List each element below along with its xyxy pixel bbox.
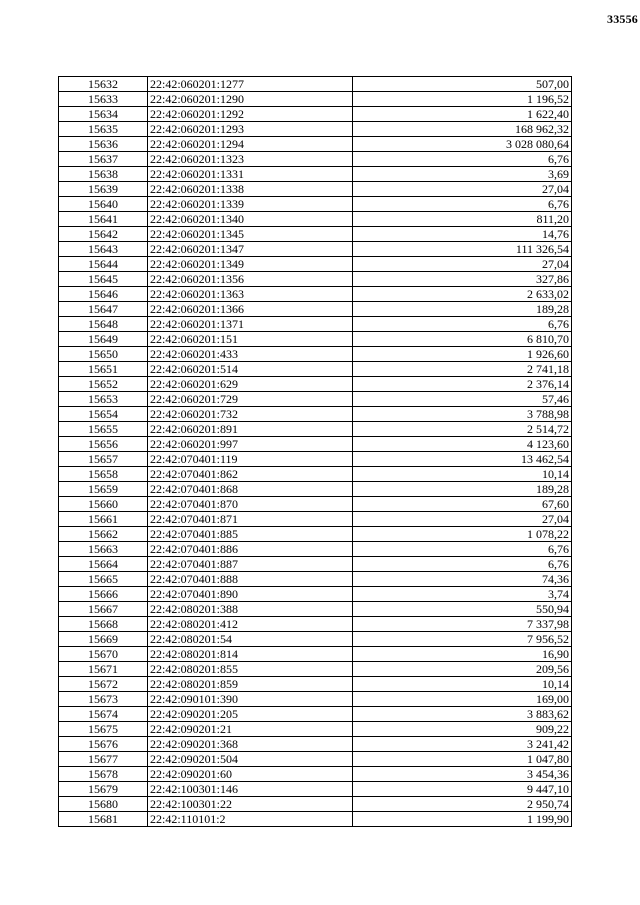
cadastral-number-cell: 22:42:060201:1363 — [148, 287, 353, 302]
table-row — [59, 137, 572, 152]
amount-cell: 3 454,36 — [353, 767, 572, 782]
cadastral-number-cell: 22:42:060201:151 — [148, 332, 353, 347]
row-number-cell: 15647 — [59, 302, 148, 317]
cadastral-number-cell: 22:42:060201:1293 — [148, 122, 353, 137]
amount-cell: 2 376,14 — [353, 377, 572, 392]
row-number-cell: 15646 — [59, 287, 148, 302]
row-number-cell: 15652 — [59, 377, 148, 392]
cadastral-number-cell: 22:42:090201:368 — [148, 737, 353, 752]
amount-cell: 209,56 — [353, 662, 572, 677]
cadastral-number-cell: 22:42:060201:732 — [148, 407, 353, 422]
cadastral-number-cell: 22:42:060201:1356 — [148, 272, 353, 287]
amount-cell: 507,00 — [353, 77, 572, 92]
page-number: 33556 — [607, 12, 638, 26]
table-row — [59, 92, 572, 107]
row-number-cell: 15663 — [59, 542, 148, 557]
amount-cell: 2 514,72 — [353, 422, 572, 437]
amount-cell: 550,94 — [353, 602, 572, 617]
table-row — [59, 257, 572, 272]
table-row — [59, 332, 572, 347]
amount-cell: 27,04 — [353, 182, 572, 197]
row-number-cell: 15641 — [59, 212, 148, 227]
table-row — [59, 212, 572, 227]
amount-cell: 27,04 — [353, 512, 572, 527]
cadastral-number-cell: 22:42:080201:412 — [148, 617, 353, 632]
amount-cell: 1 078,22 — [353, 527, 572, 542]
amount-cell: 811,20 — [353, 212, 572, 227]
amount-cell: 1 196,52 — [353, 92, 572, 107]
table-row — [59, 317, 572, 332]
table-row — [59, 302, 572, 317]
cadastral-number-cell: 22:42:060201:729 — [148, 392, 353, 407]
row-number-cell: 15681 — [59, 812, 148, 827]
table-row — [59, 227, 572, 242]
cadastral-number-cell: 22:42:080201:54 — [148, 632, 353, 647]
cadastral-number-cell: 22:42:070401:886 — [148, 542, 353, 557]
row-number-cell: 15665 — [59, 572, 148, 587]
table-row — [59, 677, 572, 692]
amount-cell: 6,76 — [353, 152, 572, 167]
cadastral-number-cell: 22:42:090201:504 — [148, 752, 353, 767]
amount-cell: 1 622,40 — [353, 107, 572, 122]
cadastral-number-cell: 22:42:060201:433 — [148, 347, 353, 362]
cadastral-number-cell: 22:42:090201:205 — [148, 707, 353, 722]
table-row — [59, 797, 572, 812]
cadastral-number-cell: 22:42:060201:1294 — [148, 137, 353, 152]
cadastral-number-cell: 22:42:060201:1338 — [148, 182, 353, 197]
row-number-cell: 15644 — [59, 257, 148, 272]
row-number-cell: 15658 — [59, 467, 148, 482]
amount-cell: 6 810,70 — [353, 332, 572, 347]
amount-cell: 909,22 — [353, 722, 572, 737]
row-number-cell: 15635 — [59, 122, 148, 137]
cadastral-number-cell: 22:42:060201:1371 — [148, 317, 353, 332]
row-number-cell: 15638 — [59, 167, 148, 182]
cadastral-number-cell: 22:42:110101:2 — [148, 812, 353, 827]
cadastral-number-cell: 22:42:060201:1345 — [148, 227, 353, 242]
row-number-cell: 15659 — [59, 482, 148, 497]
row-number-cell: 15671 — [59, 662, 148, 677]
table-row — [59, 752, 572, 767]
cadastral-number-cell: 22:42:100301:146 — [148, 782, 353, 797]
row-number-cell: 15653 — [59, 392, 148, 407]
cadastral-number-cell: 22:42:070401:868 — [148, 482, 353, 497]
row-number-cell: 15672 — [59, 677, 148, 692]
cadastral-number-cell: 22:42:080201:859 — [148, 677, 353, 692]
row-number-cell: 15661 — [59, 512, 148, 527]
cadastral-number-cell: 22:42:090201:21 — [148, 722, 353, 737]
amount-cell: 6,76 — [353, 197, 572, 212]
row-number-cell: 15676 — [59, 737, 148, 752]
row-number-cell: 15668 — [59, 617, 148, 632]
row-number-cell: 15655 — [59, 422, 148, 437]
table-row — [59, 527, 572, 542]
data-table — [58, 76, 572, 827]
amount-cell: 3 788,98 — [353, 407, 572, 422]
amount-cell: 6,76 — [353, 542, 572, 557]
amount-cell: 327,86 — [353, 272, 572, 287]
amount-cell: 14,76 — [353, 227, 572, 242]
table-row — [59, 167, 572, 182]
row-number-cell: 15637 — [59, 152, 148, 167]
amount-cell: 6,76 — [353, 317, 572, 332]
table-row — [59, 572, 572, 587]
table-body — [59, 77, 572, 827]
amount-cell: 3 241,42 — [353, 737, 572, 752]
amount-cell: 189,28 — [353, 482, 572, 497]
cadastral-number-cell: 22:42:060201:1331 — [148, 167, 353, 182]
table-row — [59, 272, 572, 287]
cadastral-number-cell: 22:42:070401:862 — [148, 467, 353, 482]
table-row — [59, 362, 572, 377]
row-number-cell: 15680 — [59, 797, 148, 812]
row-number-cell: 15667 — [59, 602, 148, 617]
table-row — [59, 482, 572, 497]
table-row — [59, 347, 572, 362]
table-row — [59, 407, 572, 422]
table-row — [59, 542, 572, 557]
cadastral-number-cell: 22:42:060201:514 — [148, 362, 353, 377]
amount-cell: 10,14 — [353, 677, 572, 692]
table-row — [59, 77, 572, 92]
table-row — [59, 602, 572, 617]
cadastral-number-cell: 22:42:060201:1290 — [148, 92, 353, 107]
table-row — [59, 587, 572, 602]
amount-cell: 7 337,98 — [353, 617, 572, 632]
row-number-cell: 15654 — [59, 407, 148, 422]
amount-cell: 57,46 — [353, 392, 572, 407]
amount-cell: 1 926,60 — [353, 347, 572, 362]
table-row — [59, 122, 572, 137]
table-row — [59, 512, 572, 527]
cadastral-number-cell: 22:42:090101:390 — [148, 692, 353, 707]
row-number-cell: 15677 — [59, 752, 148, 767]
amount-cell: 10,14 — [353, 467, 572, 482]
amount-cell: 27,04 — [353, 257, 572, 272]
row-number-cell: 15656 — [59, 437, 148, 452]
amount-cell: 169,00 — [353, 692, 572, 707]
table-row — [59, 662, 572, 677]
table-row — [59, 392, 572, 407]
amount-cell: 2 633,02 — [353, 287, 572, 302]
table-row — [59, 722, 572, 737]
table-row — [59, 152, 572, 167]
row-number-cell: 15662 — [59, 527, 148, 542]
table-row — [59, 692, 572, 707]
row-number-cell: 15673 — [59, 692, 148, 707]
row-number-cell: 15648 — [59, 317, 148, 332]
amount-cell: 111 326,54 — [353, 242, 572, 257]
row-number-cell: 15634 — [59, 107, 148, 122]
table-row — [59, 767, 572, 782]
table-row — [59, 647, 572, 662]
amount-cell: 16,90 — [353, 647, 572, 662]
amount-cell: 1 199,90 — [353, 812, 572, 827]
table-row — [59, 452, 572, 467]
table-row — [59, 497, 572, 512]
table-row — [59, 467, 572, 482]
table-row — [59, 812, 572, 827]
row-number-cell: 15636 — [59, 137, 148, 152]
amount-cell: 189,28 — [353, 302, 572, 317]
row-number-cell: 15632 — [59, 77, 148, 92]
amount-cell: 1 047,80 — [353, 752, 572, 767]
amount-cell: 3,74 — [353, 587, 572, 602]
row-number-cell: 15660 — [59, 497, 148, 512]
row-number-cell: 15642 — [59, 227, 148, 242]
cadastral-number-cell: 22:42:070401:887 — [148, 557, 353, 572]
cadastral-number-cell: 22:42:060201:629 — [148, 377, 353, 392]
amount-cell: 4 123,60 — [353, 437, 572, 452]
table-row — [59, 422, 572, 437]
cadastral-number-cell: 22:42:060201:1349 — [148, 257, 353, 272]
table-row — [59, 107, 572, 122]
row-number-cell: 15675 — [59, 722, 148, 737]
amount-cell: 13 462,54 — [353, 452, 572, 467]
cadastral-number-cell: 22:42:080201:814 — [148, 647, 353, 662]
cadastral-number-cell: 22:42:060201:891 — [148, 422, 353, 437]
cadastral-number-cell: 22:42:060201:1340 — [148, 212, 353, 227]
amount-cell: 3 883,62 — [353, 707, 572, 722]
cadastral-number-cell: 22:42:100301:22 — [148, 797, 353, 812]
table-row — [59, 617, 572, 632]
cadastral-number-cell: 22:42:060201:997 — [148, 437, 353, 452]
row-number-cell: 15657 — [59, 452, 148, 467]
amount-cell: 3,69 — [353, 167, 572, 182]
table-row — [59, 737, 572, 752]
cadastral-number-cell: 22:42:090201:60 — [148, 767, 353, 782]
table-row — [59, 182, 572, 197]
row-number-cell: 15640 — [59, 197, 148, 212]
row-number-cell: 15664 — [59, 557, 148, 572]
cadastral-number-cell: 22:42:070401:885 — [148, 527, 353, 542]
amount-cell: 6,76 — [353, 557, 572, 572]
cadastral-number-cell: 22:42:060201:1366 — [148, 302, 353, 317]
cadastral-number-cell: 22:42:080201:855 — [148, 662, 353, 677]
cadastral-number-cell: 22:42:070401:119 — [148, 452, 353, 467]
cadastral-number-cell: 22:42:060201:1347 — [148, 242, 353, 257]
table-row — [59, 287, 572, 302]
row-number-cell: 15679 — [59, 782, 148, 797]
row-number-cell: 15633 — [59, 92, 148, 107]
table-row — [59, 557, 572, 572]
cadastral-number-cell: 22:42:070401:871 — [148, 512, 353, 527]
row-number-cell: 15645 — [59, 272, 148, 287]
cadastral-number-cell: 22:42:060201:1339 — [148, 197, 353, 212]
table-row — [59, 377, 572, 392]
cadastral-number-cell: 22:42:060201:1277 — [148, 77, 353, 92]
row-number-cell: 15650 — [59, 347, 148, 362]
row-number-cell: 15670 — [59, 647, 148, 662]
table-row — [59, 632, 572, 647]
cadastral-number-cell: 22:42:070401:888 — [148, 572, 353, 587]
amount-cell: 2 950,74 — [353, 797, 572, 812]
row-number-cell: 15674 — [59, 707, 148, 722]
table-row — [59, 707, 572, 722]
amount-cell: 9 447,10 — [353, 782, 572, 797]
row-number-cell: 15651 — [59, 362, 148, 377]
amount-cell: 2 741,18 — [353, 362, 572, 377]
table-row — [59, 782, 572, 797]
cadastral-number-cell: 22:42:070401:870 — [148, 497, 353, 512]
row-number-cell: 15649 — [59, 332, 148, 347]
amount-cell: 67,60 — [353, 497, 572, 512]
amount-cell: 3 028 080,64 — [353, 137, 572, 152]
amount-cell: 7 956,52 — [353, 632, 572, 647]
cadastral-number-cell: 22:42:060201:1323 — [148, 152, 353, 167]
cadastral-number-cell: 22:42:070401:890 — [148, 587, 353, 602]
row-number-cell: 15678 — [59, 767, 148, 782]
amount-cell: 168 962,32 — [353, 122, 572, 137]
row-number-cell: 15669 — [59, 632, 148, 647]
cadastral-number-cell: 22:42:060201:1292 — [148, 107, 353, 122]
table-row — [59, 242, 572, 257]
row-number-cell: 15666 — [59, 587, 148, 602]
cadastral-number-cell: 22:42:080201:388 — [148, 602, 353, 617]
table-row — [59, 197, 572, 212]
row-number-cell: 15643 — [59, 242, 148, 257]
amount-cell: 74,36 — [353, 572, 572, 587]
row-number-cell: 15639 — [59, 182, 148, 197]
table-row — [59, 437, 572, 452]
